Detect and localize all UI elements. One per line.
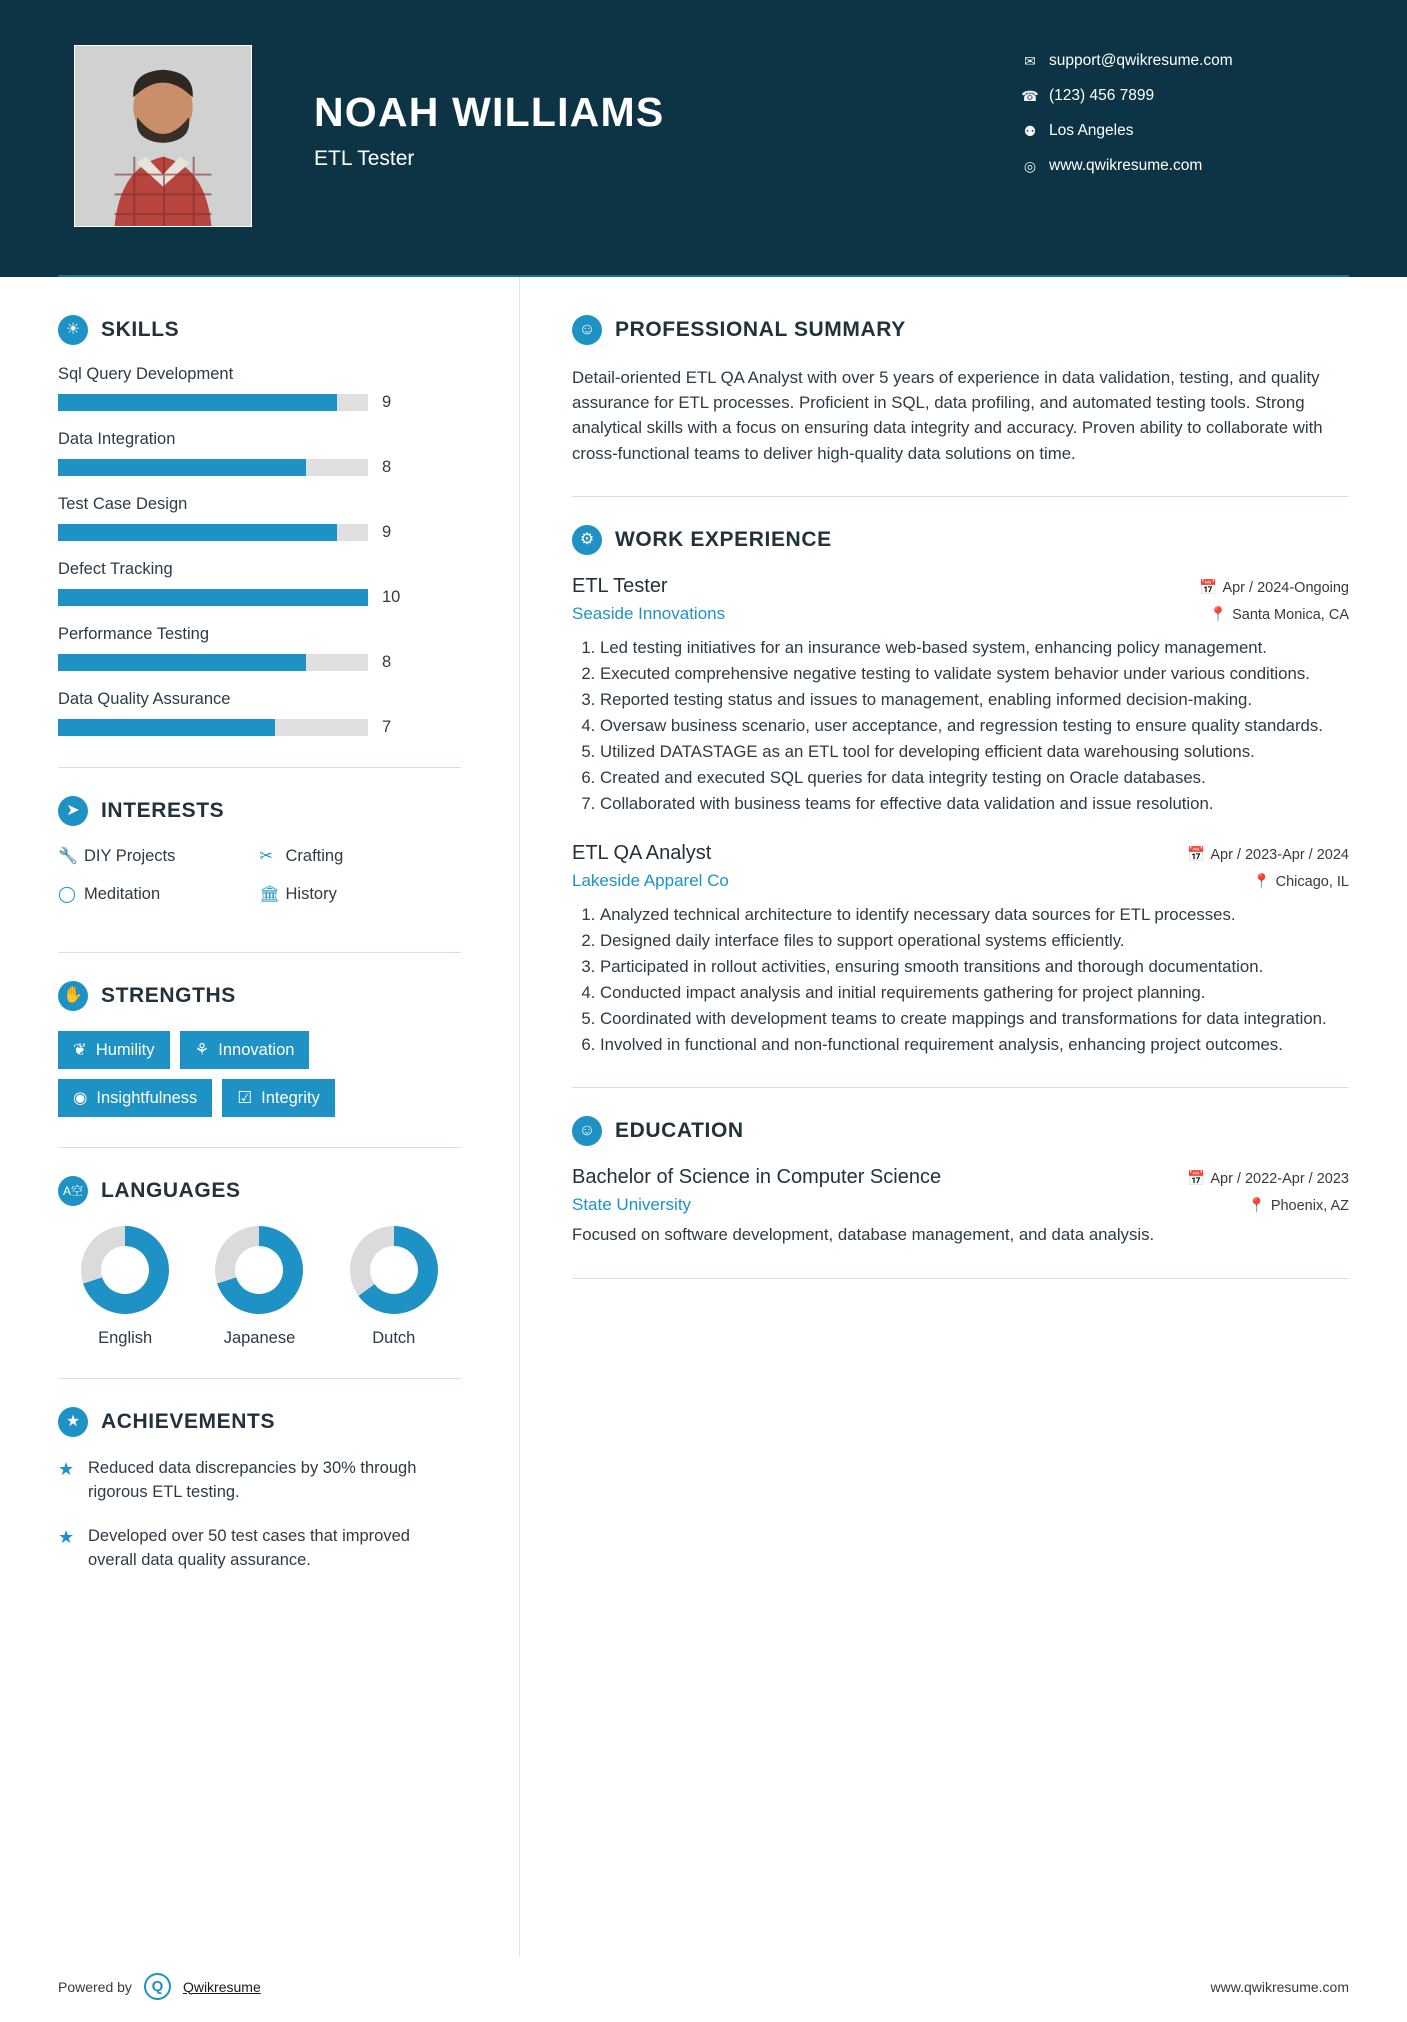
hand-icon: ✋ xyxy=(58,981,88,1011)
job-role: ETL Tester xyxy=(572,574,668,597)
section-strengths-title: STRENGTHS xyxy=(101,984,236,1007)
graduation-icon: ☺ xyxy=(572,1116,602,1146)
skill-value: 9 xyxy=(382,523,392,541)
job-bullet: 7. Collaborated with business teams for effective data validation and issue resolution. xyxy=(600,792,1349,816)
strength-chip xyxy=(58,1079,212,1117)
skill-item xyxy=(58,560,461,607)
job-company: Lakeside Apparel Co xyxy=(572,870,729,890)
job-bullet: 3. Reported testing status and issues to management, enabling informed decision-making. xyxy=(600,688,1349,712)
wrench-icon: 🔧 xyxy=(58,848,78,865)
skill-value: 8 xyxy=(382,653,392,671)
powered-by-label: Powered by xyxy=(58,1978,132,1995)
section-education-header xyxy=(572,1116,1349,1146)
skill-value: 7 xyxy=(382,718,392,736)
skill-item xyxy=(58,625,461,672)
languages-list xyxy=(58,1226,461,1348)
language-item xyxy=(215,1226,303,1348)
contact-list xyxy=(1017,52,1317,192)
calendar-icon: 📅 xyxy=(1187,1170,1206,1187)
achievement-text: Developed over 50 test cases that improved overall data quality assurance. xyxy=(88,1526,410,1569)
section-experience-header xyxy=(572,525,1349,555)
language-progress-donut xyxy=(350,1226,438,1314)
skill-label: Data Integration xyxy=(58,430,176,448)
education-degree: Bachelor of Science in Computer Science xyxy=(572,1165,942,1188)
interest-label: DIY Projects xyxy=(84,846,176,865)
language-item xyxy=(350,1226,438,1348)
contact-email-text: support@qwikresume.com xyxy=(1049,52,1233,69)
skill-value: 10 xyxy=(382,588,401,606)
strength-chip xyxy=(58,1031,170,1069)
job-bullet: 4. Conducted impact analysis and initial requirements gathering for project planning. xyxy=(600,981,1349,1005)
interest-item xyxy=(58,884,260,904)
contact-location-text: Los Angeles xyxy=(1049,122,1134,139)
star-icon: ★ xyxy=(58,1459,75,1479)
bank-icon: 🏛 xyxy=(259,886,280,903)
envelope-icon: ✉ xyxy=(1024,52,1036,69)
experience-entry xyxy=(572,575,1349,816)
achievement-item xyxy=(58,1525,461,1573)
interest-label: Meditation xyxy=(84,884,161,903)
header-job-title: ETL Tester xyxy=(314,147,415,171)
footer-branding xyxy=(58,1973,261,2000)
skill-item xyxy=(58,430,461,477)
job-role: ETL QA Analyst xyxy=(572,841,712,864)
divider xyxy=(572,1087,1349,1088)
avatar xyxy=(74,45,252,227)
job-location-text: Chicago, IL xyxy=(1275,873,1349,890)
section-languages-header xyxy=(58,1176,461,1206)
pin-icon: 📍 xyxy=(1209,606,1228,623)
language-label: Dutch xyxy=(372,1329,416,1347)
contact-email[interactable] xyxy=(1017,52,1317,70)
summary-text: Detail-oriented ETL QA Analyst with over 5 years of experience in data validation, testing, and quality assurance for ETL processes. Proficient in SQL, data profiling, and automated testing tools. Strong analytical skills with a focus on ensuring data integrity and accuracy. Proven ability to collaborate with cross-functional teams to deliver high-quality data solutions on time. xyxy=(572,368,1323,463)
divider xyxy=(58,952,461,953)
interest-item xyxy=(260,846,462,866)
section-languages-title: LANGUAGES xyxy=(101,1179,241,1202)
main-content xyxy=(520,277,1407,1957)
leaf-icon: ❦ xyxy=(73,1041,87,1059)
education-location xyxy=(1248,1197,1349,1214)
interest-label: Crafting xyxy=(285,846,344,865)
strengths-list xyxy=(58,1031,461,1117)
achievement-item xyxy=(58,1457,461,1505)
strength-label: Insightfulness xyxy=(96,1088,198,1107)
job-dates-text: Apr / 2023-Apr / 2024 xyxy=(1210,846,1349,863)
calendar-icon: 📅 xyxy=(1187,846,1206,863)
skill-item xyxy=(58,495,461,542)
section-skills-title: SKILLS xyxy=(101,318,180,341)
divider xyxy=(58,1378,461,1379)
strength-chip xyxy=(180,1031,310,1069)
skill-bar xyxy=(58,459,368,476)
qwikresume-link[interactable]: Qwikresume xyxy=(182,1978,261,1995)
job-bullets xyxy=(572,636,1349,816)
location-pin-icon: ⚉ xyxy=(1023,122,1037,139)
lightbulb-icon: ☀ xyxy=(58,315,88,345)
job-company: Seaside Innovations xyxy=(572,603,726,623)
skill-label: Sql Query Development xyxy=(58,365,234,383)
contact-phone[interactable] xyxy=(1017,87,1317,105)
skill-label: Test Case Design xyxy=(58,495,188,513)
education-location-text: Phoenix, AZ xyxy=(1270,1197,1349,1214)
translate-icon: A空 xyxy=(58,1176,88,1206)
check-square-icon: ☑ xyxy=(237,1089,253,1107)
section-summary-header xyxy=(572,315,1349,345)
strength-label: Innovation xyxy=(218,1040,295,1059)
name-block xyxy=(314,90,1017,171)
education-dates xyxy=(1187,1170,1349,1187)
calendar-icon: 📅 xyxy=(1199,579,1218,596)
skill-bar xyxy=(58,719,368,736)
job-bullet: 5. Utilized DATASTAGE as an ETL tool for developing efficient data warehousing solutions. xyxy=(600,740,1349,764)
language-label: Japanese xyxy=(223,1329,296,1347)
skill-item xyxy=(58,365,461,412)
strength-label: Integrity xyxy=(261,1088,320,1107)
section-interests-header xyxy=(58,796,461,826)
divider xyxy=(572,1278,1349,1279)
divider xyxy=(58,1147,461,1148)
job-bullet: 4. Oversaw business scenario, user acceptance, and regression testing to ensure quality standards. xyxy=(600,714,1349,738)
education-entry xyxy=(572,1166,1349,1248)
section-achievements-header xyxy=(58,1407,461,1437)
job-bullet: 1. Led testing initiatives for an insurance web-based system, enhancing policy management. xyxy=(600,636,1349,660)
job-bullet: 3. Participated in rollout activities, ensuring smooth transitions and thorough documentation. xyxy=(600,955,1349,979)
skill-bar xyxy=(58,589,368,606)
contact-website[interactable] xyxy=(1017,157,1317,175)
interest-label: History xyxy=(285,884,337,903)
strength-chip xyxy=(222,1079,335,1117)
contact-location xyxy=(1017,122,1317,140)
eye-icon: ◉ xyxy=(73,1089,88,1107)
skill-bar xyxy=(58,654,368,671)
education-school: State University xyxy=(572,1194,692,1214)
briefcase-icon: ⚙ xyxy=(572,525,602,555)
pin-icon: 📍 xyxy=(1247,1197,1266,1214)
language-label: English xyxy=(98,1329,153,1347)
skill-item xyxy=(58,690,461,737)
skill-value: 8 xyxy=(382,458,392,476)
resume-body xyxy=(0,277,1407,1957)
achievement-text: Reduced data discrepancies by 30% through rigorous ETL testing. xyxy=(88,1459,417,1501)
language-progress-donut xyxy=(81,1226,169,1314)
page-title: NOAH WILLIAMS xyxy=(314,89,665,135)
star-badge-icon: ★ xyxy=(58,1407,88,1437)
job-bullets xyxy=(572,903,1349,1057)
skill-label: Performance Testing xyxy=(58,625,210,643)
skill-label: Defect Tracking xyxy=(58,560,173,578)
job-location-text: Santa Monica, CA xyxy=(1232,606,1349,623)
skill-label: Data Quality Assurance xyxy=(58,690,231,708)
circle-icon: ◯ xyxy=(58,886,76,903)
header-divider xyxy=(58,275,1349,277)
contact-phone-text: (123) 456 7899 xyxy=(1049,87,1155,104)
language-item xyxy=(81,1226,169,1348)
education-dates-text: Apr / 2022-Apr / 2023 xyxy=(1210,1170,1349,1187)
profile-photo-icon xyxy=(75,46,251,226)
globe-icon: ◎ xyxy=(1023,157,1037,174)
section-achievements-title: ACHIEVEMENTS xyxy=(101,1410,276,1433)
qwikresume-logo-icon: Q xyxy=(144,1973,171,2000)
divider xyxy=(572,496,1349,497)
education-description: Focused on software development, database management, and data analysis. xyxy=(572,1224,1155,1244)
job-bullet: 1. Analyzed technical architecture to identify necessary data sources for ETL processes. xyxy=(600,903,1349,927)
achievements-list xyxy=(58,1457,461,1573)
job-dates xyxy=(1187,846,1349,863)
job-bullet: 5. Coordinated with development teams to create mappings and transformations for data integration. xyxy=(600,1007,1349,1031)
user-circle-icon: ☺ xyxy=(572,315,602,345)
interest-item xyxy=(58,846,260,866)
skill-value: 9 xyxy=(382,393,392,411)
job-dates-text: Apr / 2024-Ongoing xyxy=(1222,579,1349,596)
section-summary-title: PROFESSIONAL SUMMARY xyxy=(615,318,906,341)
divider xyxy=(58,767,461,768)
job-bullet: 6. Involved in functional and non-functional requirement analysis, enhancing project outcomes. xyxy=(600,1033,1349,1057)
contact-website-text: www.qwikresume.com xyxy=(1049,157,1203,174)
experience-entry xyxy=(572,842,1349,1057)
resume-header xyxy=(0,0,1407,277)
interests-list xyxy=(58,846,461,922)
job-bullet: 2. Designed daily interface files to support operational systems efficiently. xyxy=(600,929,1349,953)
job-bullet: 2. Executed comprehensive negative testing to validate system behavior under various conditions. xyxy=(600,662,1349,686)
strength-label: Humility xyxy=(95,1040,155,1059)
skills-list xyxy=(58,365,461,737)
section-experience-title: WORK EXPERIENCE xyxy=(615,527,832,551)
pin-icon: 📍 xyxy=(1252,873,1271,890)
skill-bar xyxy=(58,524,368,541)
bulb-icon: ⚘ xyxy=(194,1041,210,1059)
section-interests-title: INTERESTS xyxy=(101,799,225,822)
language-progress-donut xyxy=(215,1226,303,1314)
job-dates xyxy=(1199,579,1349,596)
scissors-icon: ✂ xyxy=(259,848,273,865)
footer-website[interactable]: www.qwikresume.com xyxy=(1210,1978,1349,1995)
paper-plane-icon: ➤ xyxy=(58,796,88,826)
section-education-title: EDUCATION xyxy=(615,1118,744,1142)
phone-icon: ☎ xyxy=(1021,87,1039,104)
interest-item xyxy=(260,884,462,904)
skill-bar xyxy=(58,394,368,411)
job-bullet: 6. Created and executed SQL queries for data integrity testing on Oracle databases. xyxy=(600,766,1349,790)
section-strengths-header xyxy=(58,981,461,1011)
job-location xyxy=(1253,873,1349,890)
sidebar xyxy=(0,277,520,1957)
section-skills-header xyxy=(58,315,461,345)
job-location xyxy=(1209,606,1349,623)
star-icon: ★ xyxy=(58,1526,75,1547)
